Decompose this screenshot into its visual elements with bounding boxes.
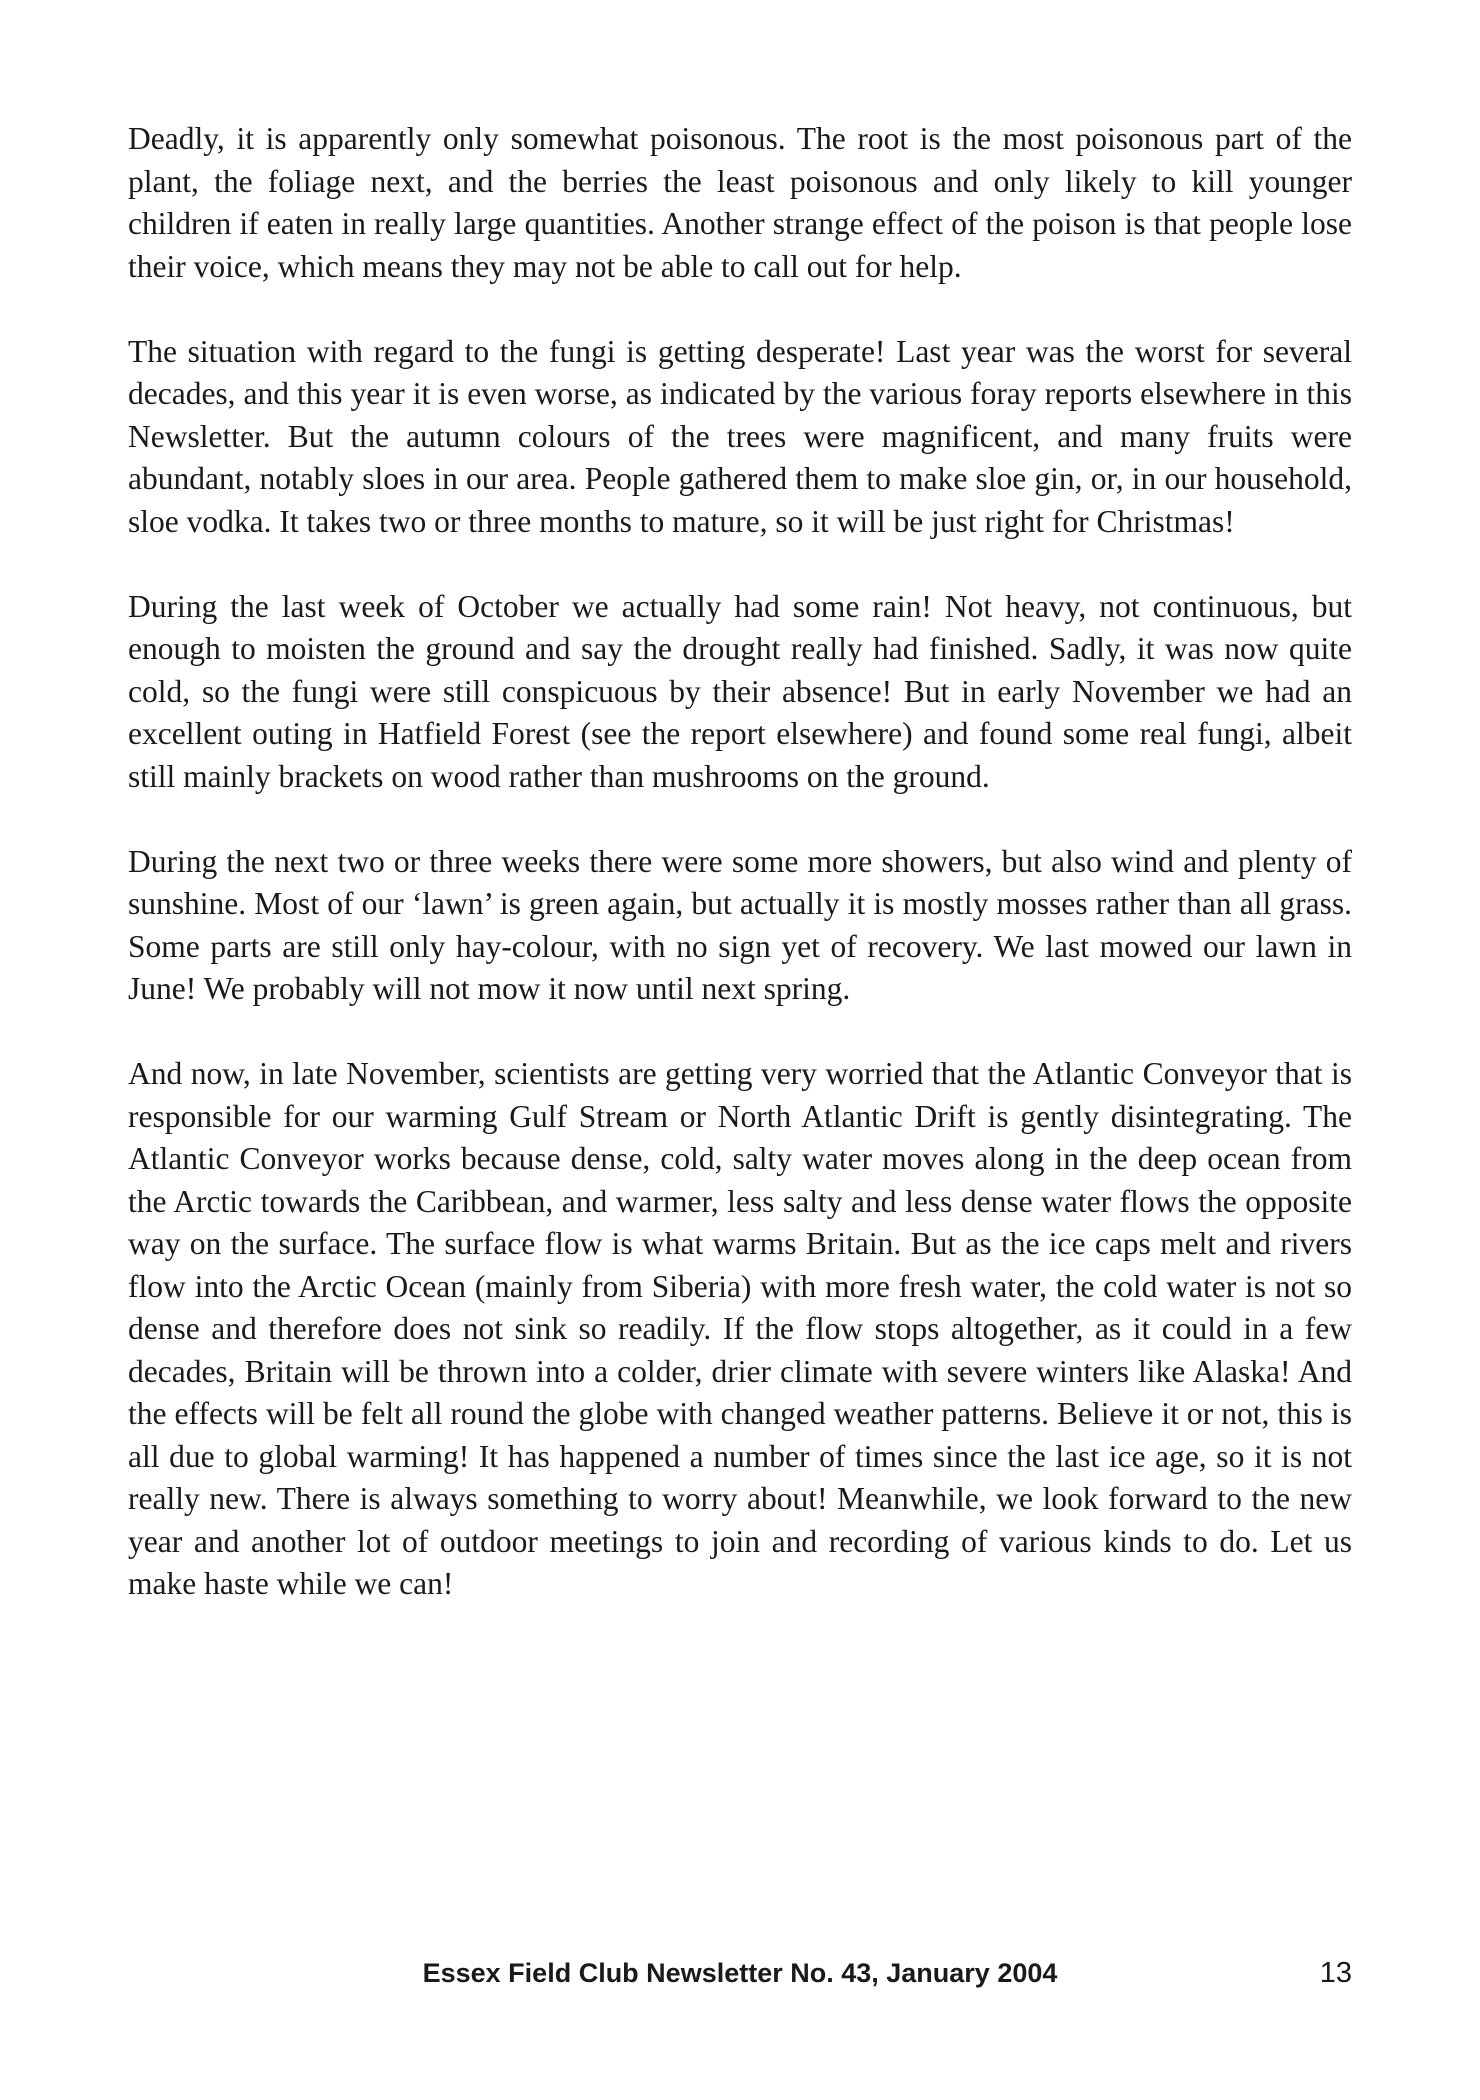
paragraph: And now, in late November, scientists are getting very worried that the Atlantic Conveyor that is responsible for our warming Gulf Stream or North Atlantic Drift is gently disintegrating. The Atlantic Conveyor works because dense, cold, salty water moves along in the deep ocean from the Arctic towards the Caribbean, and warmer, less salty and less dense water flows the opposite way on the surface. The surface flow is what warms Britain. But as the ice caps melt and rivers flow into the Arctic Ocean (mainly from Siberia) with more fresh water, the cold water is not so dense and therefore does not sink so readily. If the flow stops altogether, as it could in a few decades, Britain will be thrown into a colder, drier climate with severe winters like Alaska! And the effects will be felt all round the globe with changed weather patterns. Believe it or not, this is all due to global warming! It has happened a number of times since the last ice age, so it is not really new. There is always something to worry about! Meanwhile, we look forward to the new year and another lot of outdoor meetings to join and recording of various kinds to do. Let us make haste while we can! (128, 1056, 1352, 1601)
paragraph: During the last week of October we actually had some rain! Not heavy, not continuous, but enough to moisten the ground and say the drought really had finished. Sadly, it was now quite cold, so the fungi were still conspicuous by their absence! But in early November we had an excellent outing in Hatfield Forest (see the report elsewhere) and found some real fungi, albeit still mainly brackets on wood rather than mushrooms on the ground. (128, 588, 1352, 794)
paragraph: The situation with regard to the fungi is getting desperate! Last year was the worst for several decades, and this year it is even worse, as indicated by the various foray reports elsewhere in this Newsletter. But the autumn colours of the trees were magnificent, and many fruits were abundant, notably sloes in our area. People gathered them to make sloe gin, or, in our household, sloe vodka. It takes two or three months to mature, so it will be just right for Christmas! (128, 333, 1352, 539)
paragraph: During the next two or three weeks there were some more showers, but also wind and plenty of sunshine. Most of our ‘lawn’ is green again, but actually it is mostly mosses rather than all grass. Some parts are still only hay-colour, with no sign yet of recovery. We last mowed our lawn in June! We probably will not mow it now until next spring. (128, 843, 1352, 1006)
paragraph: Deadly, it is apparently only somewhat poisonous. The root is the most poisonous part of the plant, the foliage next, and the berries the least poisonous and only likely to kill younger children if eaten in really large quantities. Another strange effect of the poison is that people lose their voice, which means they may not be able to call out for help. (128, 121, 1352, 284)
footer-publication-title: Essex Field Club Newsletter No. 43, January 2004 (422, 1958, 1058, 1988)
page-number: 13 (1319, 1957, 1352, 1989)
page-footer (128, 1953, 1352, 1993)
article-body (128, 118, 1352, 1648)
